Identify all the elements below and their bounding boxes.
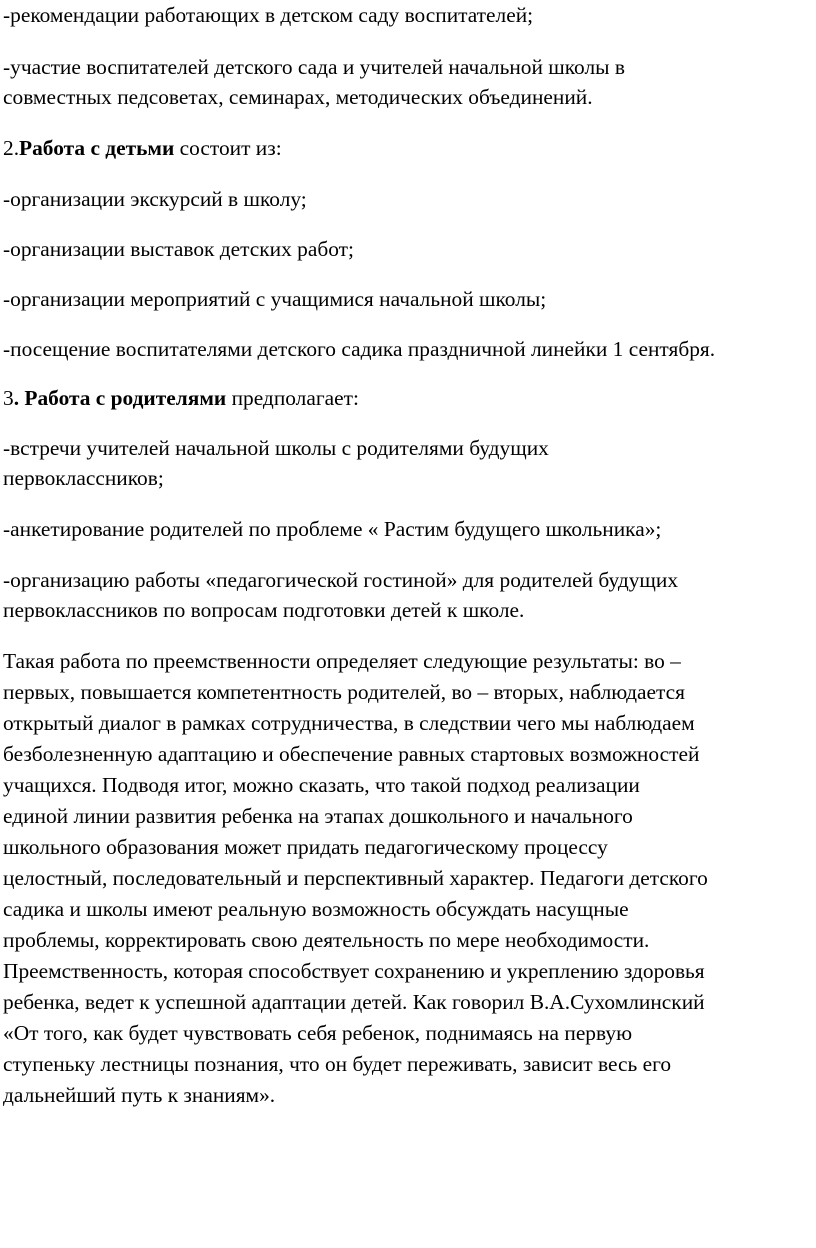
paragraph-line: первых, повышается компетентность родителей, во – вторых, наблюдается [3, 680, 685, 704]
paragraph-line: единой линии развития ребенка на этапах дошкольного и начального [3, 804, 633, 828]
section-heading-parents [3, 383, 359, 413]
paragraph-line: Преемственность, которая способствует сохранению и укреплению здоровья [3, 959, 705, 983]
list-item-continuation: совместных педсоветах, семинарах, методических объединений. [3, 85, 593, 109]
list-item: -организацию работы «педагогической гостиной» для родителей будущих [3, 568, 679, 592]
section-title: Работа с детьми [19, 136, 175, 160]
paragraph-line: учащихся. Подводя итог, можно сказать, что такой подход реализации [3, 773, 640, 797]
paragraph-line: ступеньку лестницы познания, что он будет переживать, зависит весь его [3, 1052, 672, 1076]
paragraph-line: целостный, последовательный и перспективный характер. Педагоги детского [3, 866, 708, 890]
list-item-continuation: первоклассников по вопросам подготовки детей к школе. [3, 598, 525, 622]
section-rest: предполагает: [226, 386, 359, 410]
paragraph-line: открытый диалог в рамках сотрудничества, в следствии чего мы наблюдаем [3, 711, 695, 735]
paragraph-line: школьного образования может придать педагогическому процессу [3, 835, 608, 859]
list-item: -организации мероприятий с учащимися начальной школы; [3, 287, 547, 311]
list-item: -посещение воспитателями детского садика праздничной линейки 1 сентября. [3, 337, 716, 361]
list-item: -анкетирование родителей по проблеме « Растим будущего школьника»; [3, 517, 662, 541]
paragraph-line: дальнейший путь к знаниям». [3, 1083, 276, 1107]
list-item: -участие воспитателей детского сада и учителей начальной школы в [3, 55, 625, 79]
list-item: -рекомендации работающих в детском саду воспитателей; [3, 3, 534, 27]
paragraph-line: садика и школы имеют реальную возможность обсуждать насущные [3, 897, 629, 921]
paragraph-line: Такая работа по преемственности определяет следующие результаты: во – [3, 649, 681, 673]
paragraph-line: проблемы, корректировать свою деятельность по мере необходимости. [3, 928, 650, 952]
list-item: -организации выставок детских работ; [3, 237, 354, 261]
section-rest: состоит из: [174, 136, 282, 160]
section-title: . Работа с родителями [13, 386, 227, 410]
paragraph-line: «От того, как будет чувствовать себя ребенок, поднимаясь на первую [3, 1021, 633, 1045]
section-heading-children [3, 133, 282, 163]
list-item-continuation: первоклассников; [3, 466, 164, 490]
list-item: -встречи учителей начальной школы с родителями будущих [3, 436, 549, 460]
section-number: 3 [3, 386, 14, 410]
list-item: -организации экскурсий в школу; [3, 187, 307, 211]
paragraph-line: ребенка, ведет к успешной адаптации детей. Как говорил В.А.Сухомлинский [3, 990, 705, 1014]
paragraph-line: безболезненную адаптацию и обеспечение равных стартовых возможностей [3, 742, 700, 766]
section-number: 2. [3, 136, 20, 160]
